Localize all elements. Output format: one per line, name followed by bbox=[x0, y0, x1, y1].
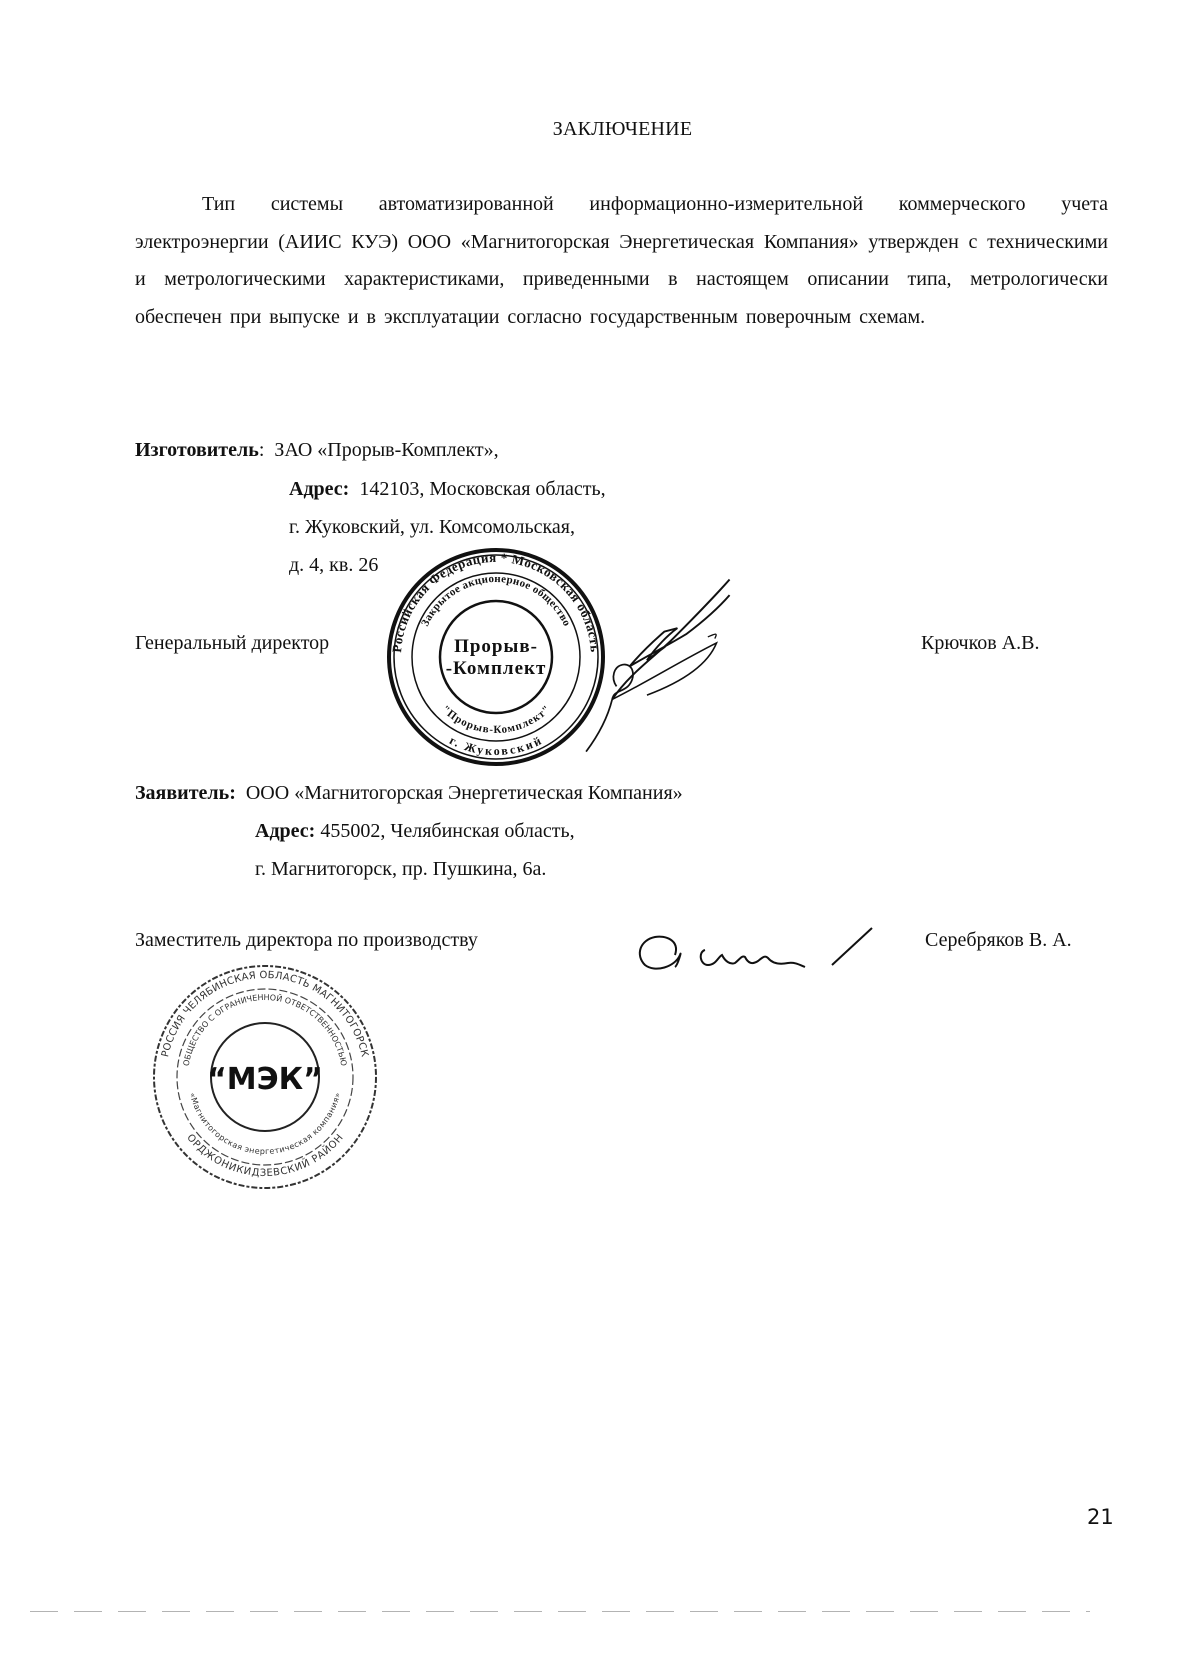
applicant-address-value: 455002, Челябинская область, bbox=[320, 820, 575, 842]
manufacturer-address-value: 142103, Московская область, bbox=[359, 478, 606, 500]
manufacturer-address-label: Адрес: bbox=[289, 478, 350, 500]
seal1-center-line1: Прорыв- bbox=[454, 636, 538, 657]
applicant-address-line1 bbox=[255, 819, 575, 843]
applicant-name: ООО «Магнитогорская Энергетическая Компания» bbox=[245, 782, 683, 804]
applicant-signer-name: Серебряков В. А. bbox=[925, 929, 1072, 951]
svg-text:ОРДЖОНИКИДЗЕВСКИЙ РАЙОН: ОРДЖОНИКИДЗЕВСКИЙ РАЙОН bbox=[183, 1132, 347, 1180]
applicant-address-line2: г. Магнитогорск, пр. Пушкина, 6а. bbox=[255, 858, 547, 880]
svg-text:ОБЩЕСТВО С ОГРАНИЧЕННОЙ ОТВЕТС: ОБЩЕСТВО С ОГРАНИЧЕННОЙ ОТВЕТСТВЕННОСТЬЮ bbox=[181, 992, 349, 1067]
applicant-label: Заявитель: bbox=[135, 782, 236, 804]
manufacturer-name: ЗАО «Прорыв-Комплект», bbox=[274, 439, 499, 461]
manufacturer-signer-name: Крючков А.В. bbox=[921, 632, 1040, 654]
seal1-outer-text: Российская Федерация * Московская область bbox=[389, 549, 603, 654]
manufacturer-signer-title: Генеральный директор bbox=[135, 632, 330, 654]
applicant-signer-title: Заместитель директора по производству bbox=[135, 929, 478, 951]
signature-kryuchkov bbox=[560, 555, 760, 770]
scan-edge-line bbox=[30, 1611, 1090, 1612]
signature-serebryakov bbox=[630, 925, 890, 980]
document-title: ЗАКЛЮЧЕНИЕ bbox=[552, 118, 693, 140]
manufacturer-line bbox=[135, 438, 499, 462]
svg-text:«Магнитогорская энергетическая: «Магнитогорская энергетическая компания» bbox=[188, 1091, 342, 1156]
company-seal-mek bbox=[150, 962, 380, 1192]
seal1-center-line2: -Комплект bbox=[445, 658, 547, 679]
seal1-inner-text: Закрытое акционерное общество bbox=[419, 572, 573, 629]
page-number: 21 bbox=[1087, 1505, 1114, 1529]
applicant-line bbox=[135, 781, 683, 805]
seal1-bottom-text: "Прорыв-Комплект" bbox=[439, 703, 553, 737]
conclusion-paragraph: Тип системы автоматизированной информационно-измерительной коммерческого учета электроэнергии (АИИС КУЭ) ООО «Магнитогорская Энергетическая Компания» утвержден с техническими и метрологическими характеристиками, приведенными в настоящем описании типа, метрологически обеспечен при выпуске и в эксплуатации согласно государственным поверочным схемам. bbox=[135, 193, 1108, 328]
seal1-city-text: г. Жуковский bbox=[447, 732, 545, 758]
manufacturer-label: Изготовитель bbox=[135, 439, 259, 461]
applicant-address-label: Адрес: bbox=[255, 820, 316, 842]
manufacturer-address-line3: д. 4, кв. 26 bbox=[289, 554, 379, 576]
seal2-center: “МЭК” bbox=[207, 1062, 323, 1097]
manufacturer-colon: : bbox=[258, 439, 265, 461]
manufacturer-address-line1 bbox=[289, 477, 606, 501]
manufacturer-address-line2: г. Жуковский, ул. Комсомольская, bbox=[289, 516, 575, 538]
svg-text:РОССИЯ ЧЕЛЯБИНСКАЯ ОБЛАСТЬ МАГ: РОССИЯ ЧЕЛЯБИНСКАЯ ОБЛАСТЬ МАГНИТОГОРСК bbox=[160, 969, 370, 1059]
